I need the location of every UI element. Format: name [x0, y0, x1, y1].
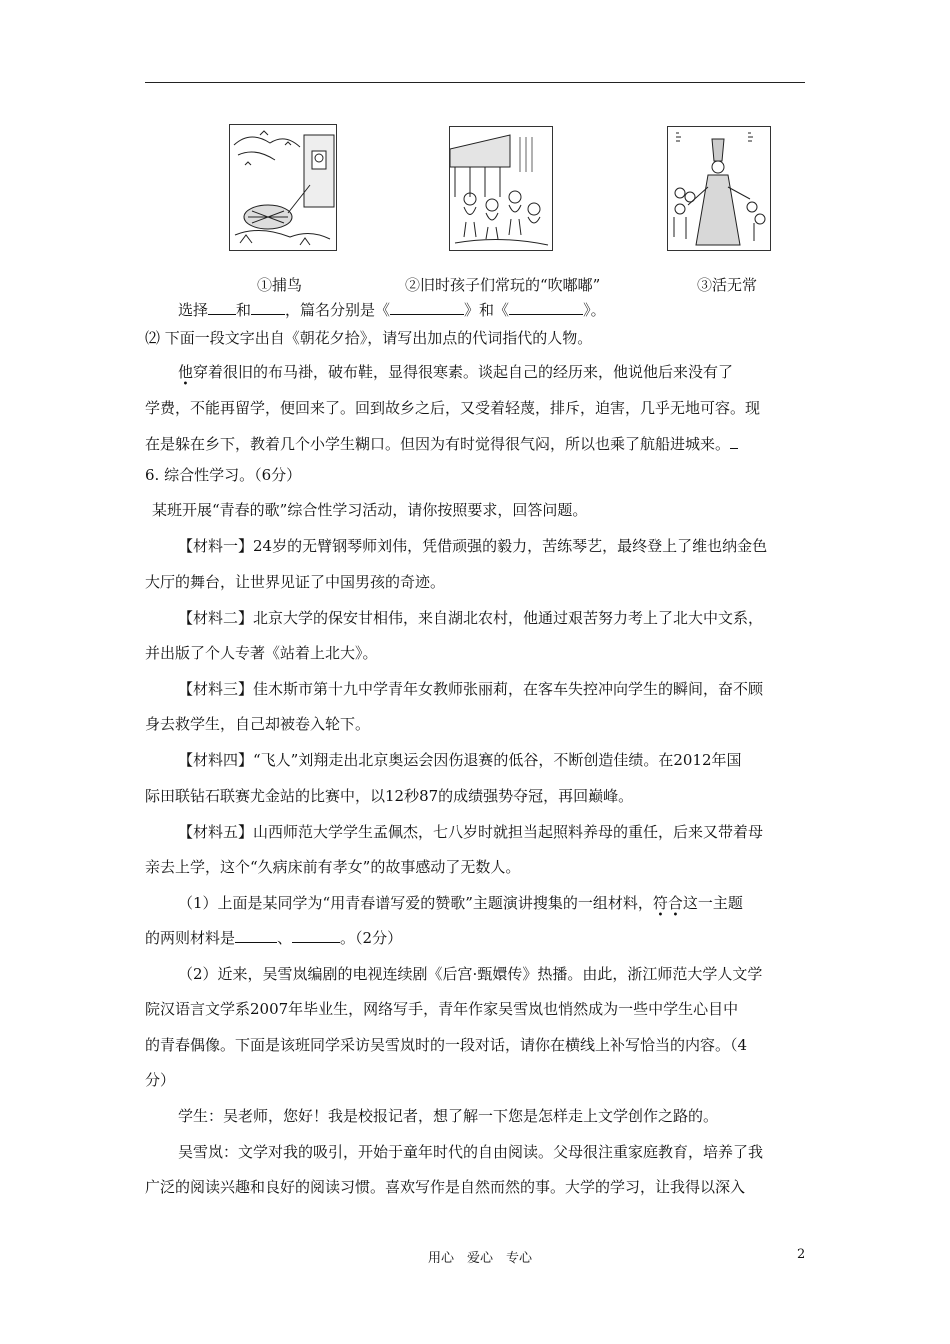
question-6-2-line-3: 的青春偶像。下面是该班同学采访吴雪岚时的一段对话，请你在横线上补写恰当的内容。（4 [145, 1036, 748, 1054]
dotted-char: 合 [667, 894, 683, 912]
passage-line-2: 学费，不能再留学，便回来了。回到故乡之后，又受着轻蔑，排斥，迫害，几乎无地可容。现 [145, 399, 761, 417]
dialogue-wu-line-1: 吴雪岚：文学对我的吸引，开始于童年时代的自由阅读。父母很注重家庭教育，培养了我 [178, 1143, 764, 1161]
dotted-pronoun: 他 [178, 363, 194, 381]
passage-line-3: 在是躲在乡下，教着几个小学生糊口。但因为有时觉得很气闷，所以也乘了航船进城来。 [145, 434, 738, 454]
material-2-line-2: 并出版了个人专著《站着上北大》。 [145, 644, 378, 662]
illustration-children-playing [449, 126, 553, 251]
footer-motto: 用心 爱心 专心 [428, 1251, 533, 1266]
answer-blank[interactable] [251, 300, 285, 315]
illustration-wuchang [667, 126, 771, 251]
passage-line-1: 他穿着很旧的布马褂，破布鞋，显得很寒素。谈起自己的经历来，他说他后来没有了 [178, 363, 734, 381]
question-6-1-line-1: （1）上面是某同学为“用青春谱写爱的赞歌”主题演讲搜集的一组材料，符合这一主题 [178, 894, 743, 912]
answer-blank[interactable] [292, 928, 340, 943]
material-3-line-2: 身去救学生，自己却被卷入轮下。 [145, 715, 371, 733]
dotted-char: 符 [652, 894, 668, 912]
question-6-2-line-4: 分） [145, 1071, 176, 1089]
dialogue-student: 学生：吴老师，您好！我是校报记者，想了解一下您是怎样走上文学创作之路的。 [178, 1107, 719, 1125]
answer-blank[interactable] [509, 300, 583, 315]
answer-blank[interactable] [235, 928, 277, 943]
material-3-line-1: 【材料三】佳木斯市第十九中学青年女教师张丽莉，在客车失控冲向学生的瞬间，奋不顾 [178, 680, 764, 698]
section-6-intro: 某班开展“青春的歌”综合性学习活动，请你按照要求，回答问题。 [152, 501, 588, 519]
material-1-line-1: 【材料一】24岁的无臂钢琴师刘伟，凭借顽强的毅力，苦练琴艺，最终登上了维也纳金色 [178, 537, 768, 555]
caption-catch-birds: ①捕鸟 [257, 276, 303, 294]
section-6-title: 6. 综合性学习。（6分） [145, 466, 302, 484]
material-4-line-1: 【材料四】“飞人”刘翔走出北京奥运会因伤退赛的低谷，不断创造佳绩。在2012年国 [178, 751, 742, 769]
illustration-catch-birds [229, 124, 337, 251]
material-2-line-1: 【材料二】北京大学的保安甘相伟，来自湖北农村，他通过艰苦努力考上了北大中文系， [178, 609, 764, 627]
header-rule [145, 82, 805, 83]
answer-blank[interactable] [390, 300, 464, 315]
page-number: 2 [797, 1247, 806, 1262]
caption-wuchang: ③活无常 [697, 276, 758, 294]
question-6-2-line-1: （2）近来，吴雪岚编剧的电视连续剧《后宫·甄嬛传》热播。由此，浙江师范大学人文学 [178, 965, 763, 983]
answer-blank[interactable] [208, 300, 236, 315]
dialogue-wu-line-2: 广泛的阅读兴趣和良好的阅读习惯。喜欢写作是自然而然的事。大学的学习，让我得以深入 [145, 1178, 746, 1196]
question-6-1-line-2: 的两则材料是 、 。（2分） [145, 929, 403, 947]
material-5-line-2: 亲去上学，这个“久病床前有孝女”的故事感动了无数人。 [145, 858, 521, 876]
question-6-2-line-2: 院汉语言文学系2007年毕业生，网络写手，青年作家吴雪岚也悄然成为一些中学生心目中 [145, 1000, 739, 1018]
question-choose: 选择 和 ，篇名分别是《 》和《 》。 [178, 301, 606, 319]
answer-blank[interactable] [730, 434, 738, 449]
question-2-intro: ⑵ 下面一段文字出自《朝花夕拾》，请写出加点的代词指代的人物。 [145, 329, 593, 347]
material-4-line-2: 际田联钻石联赛尤金站的比赛中，以12秒87的成绩强势夺冠，再回巅峰。 [145, 787, 634, 805]
material-1-line-2: 大厅的舞台，让世界见证了中国男孩的奇迹。 [145, 573, 446, 591]
caption-children-playing: ②旧时孩子们常玩的“吹嘟嘟” [405, 276, 601, 294]
material-5-line-1: 【材料五】山西师范大学学生孟佩杰，七八岁时就担当起照料养母的重任，后来又带着母 [178, 823, 764, 841]
